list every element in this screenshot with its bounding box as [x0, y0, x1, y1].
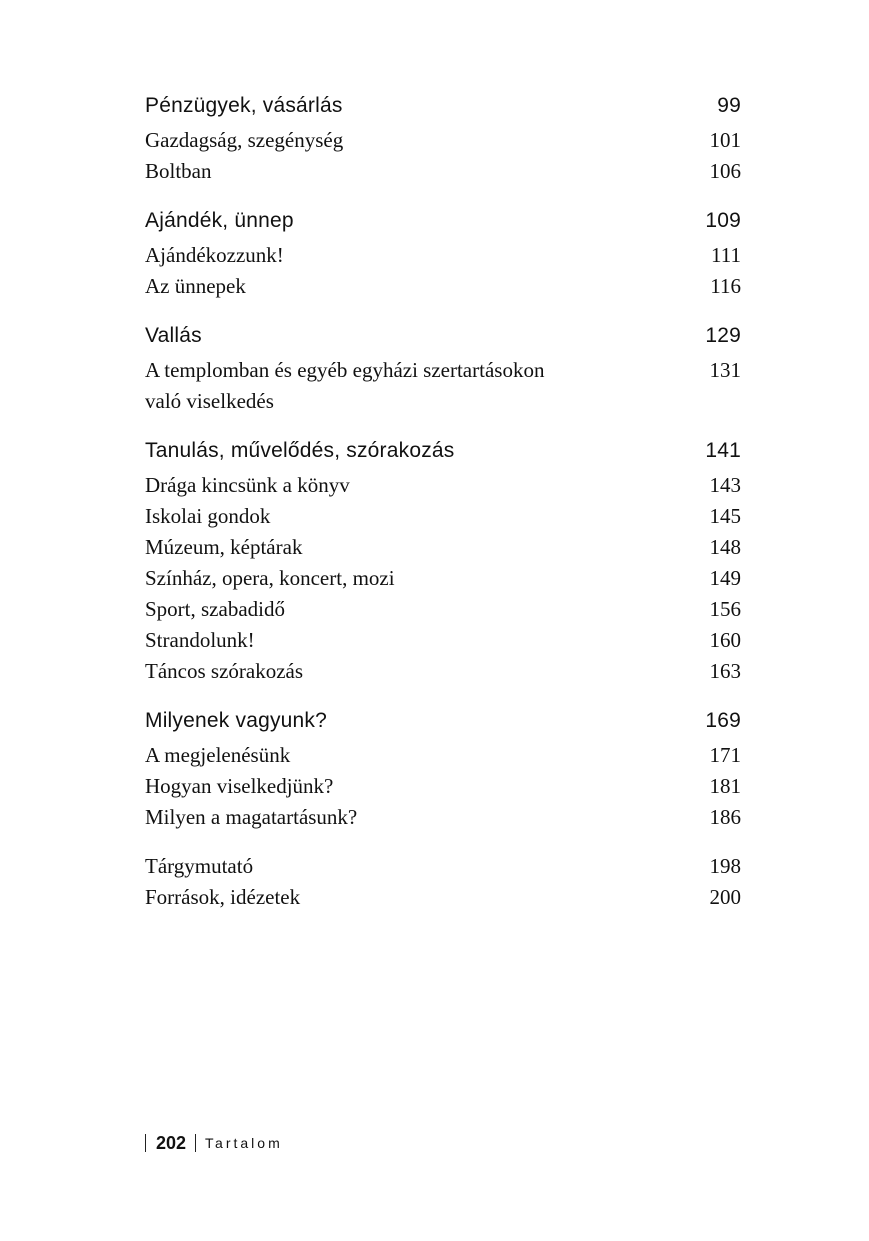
toc-entry: [145, 240, 741, 271]
section-heading-page: 109: [705, 209, 741, 232]
toc-entry-title: Strandolunk!: [145, 628, 255, 652]
toc-entry-page: 181: [709, 774, 741, 798]
toc-entry-title: Gazdagság, szegénység: [145, 128, 344, 152]
section-heading-page: 169: [705, 709, 741, 732]
toc-entry: [145, 563, 741, 594]
toc-entry-page: 111: [711, 243, 741, 267]
toc-entry: [145, 771, 741, 802]
toc-section: [145, 320, 741, 417]
toc-entry: [145, 625, 741, 656]
toc-entry-page: 149: [709, 566, 741, 590]
toc-entry-title: Hogyan viselkedjünk?: [145, 774, 334, 798]
section-heading-page: 129: [705, 324, 741, 347]
toc-entry: [145, 355, 741, 417]
section-heading-title: Ajándék, ünnep: [145, 209, 294, 232]
section-heading-title: Tanulás, művelődés, szórakozás: [145, 439, 455, 462]
toc-entry-title: Színház, opera, koncert, mozi: [145, 566, 395, 590]
toc-section: [145, 90, 741, 187]
toc-entry-page: 101: [709, 128, 741, 152]
toc-entry-page: 131: [709, 358, 741, 382]
section-heading-title: Vallás: [145, 324, 202, 347]
footer-page-number: 202: [156, 1132, 187, 1153]
section-heading-page: 99: [717, 94, 741, 117]
toc-entry-title: Milyen a magatartásunk?: [145, 805, 358, 829]
toc-entry-page: 186: [709, 805, 741, 829]
toc-entry-title: Ajándékozzunk!: [145, 243, 284, 267]
section-heading: [145, 705, 741, 740]
toc-section: [145, 705, 741, 833]
section-heading: [145, 435, 741, 470]
section-heading-page: 141: [705, 439, 741, 462]
toc-entry: [145, 594, 741, 625]
toc-entry-title: Források, idézetek: [145, 885, 301, 909]
toc-entry-title: A megjelenésünk: [145, 743, 291, 767]
section-heading-title: Pénzügyek, vásárlás: [145, 94, 343, 117]
toc-entry-page: 163: [709, 659, 741, 683]
toc-entry: [145, 470, 741, 501]
toc-entry: [145, 656, 741, 687]
toc-entry-title: A templomban és egyéb egyházi szertartásokon való viselkedés: [145, 358, 545, 413]
page-footer: [145, 1131, 283, 1155]
toc-entry-page: 156: [709, 597, 741, 621]
toc-entry-title: Tárgymutató: [145, 854, 254, 878]
toc-entry-title: Iskolai gondok: [145, 504, 271, 528]
toc-entry-title: Drága kincsünk a könyv: [145, 473, 350, 497]
toc-entry: [145, 532, 741, 563]
toc-entry-title: Múzeum, képtárak: [145, 535, 303, 559]
toc-entry-page: 160: [709, 628, 741, 652]
toc-section-appendix: [145, 851, 741, 913]
toc-entry: [145, 125, 741, 156]
toc-entry-title: Sport, szabadidő: [145, 597, 285, 621]
toc-entry-title: Táncos szórakozás: [145, 659, 304, 683]
toc-entry-page: 106: [709, 159, 741, 183]
toc-section: [145, 205, 741, 302]
toc-entry-page: 116: [710, 274, 741, 298]
toc-entry-page: 171: [709, 743, 741, 767]
footer-running-title: Tartalom: [205, 1135, 283, 1151]
toc-entry-page: 145: [709, 504, 741, 528]
toc-entry: [145, 271, 741, 302]
section-heading: [145, 90, 741, 125]
toc-entry-page: 198: [709, 854, 741, 878]
toc-entry: [145, 851, 741, 882]
section-heading-title: Milyenek vagyunk?: [145, 709, 327, 732]
toc-entry: [145, 501, 741, 532]
toc-entry-title: Boltban: [145, 159, 212, 183]
toc-entry-page: 148: [709, 535, 741, 559]
toc-entry-title: Az ünnepek: [145, 274, 246, 298]
toc-entry: [145, 882, 741, 913]
table-of-contents: [145, 90, 741, 931]
toc-entry: [145, 802, 741, 833]
section-heading: [145, 205, 741, 240]
footer-divider: [195, 1134, 196, 1152]
toc-entry: [145, 740, 741, 771]
footer-divider: [145, 1134, 146, 1152]
section-heading: [145, 320, 741, 355]
toc-section: [145, 435, 741, 687]
toc-entry-page: 200: [709, 885, 741, 909]
toc-entry-page: 143: [709, 473, 741, 497]
toc-entry: [145, 156, 741, 187]
